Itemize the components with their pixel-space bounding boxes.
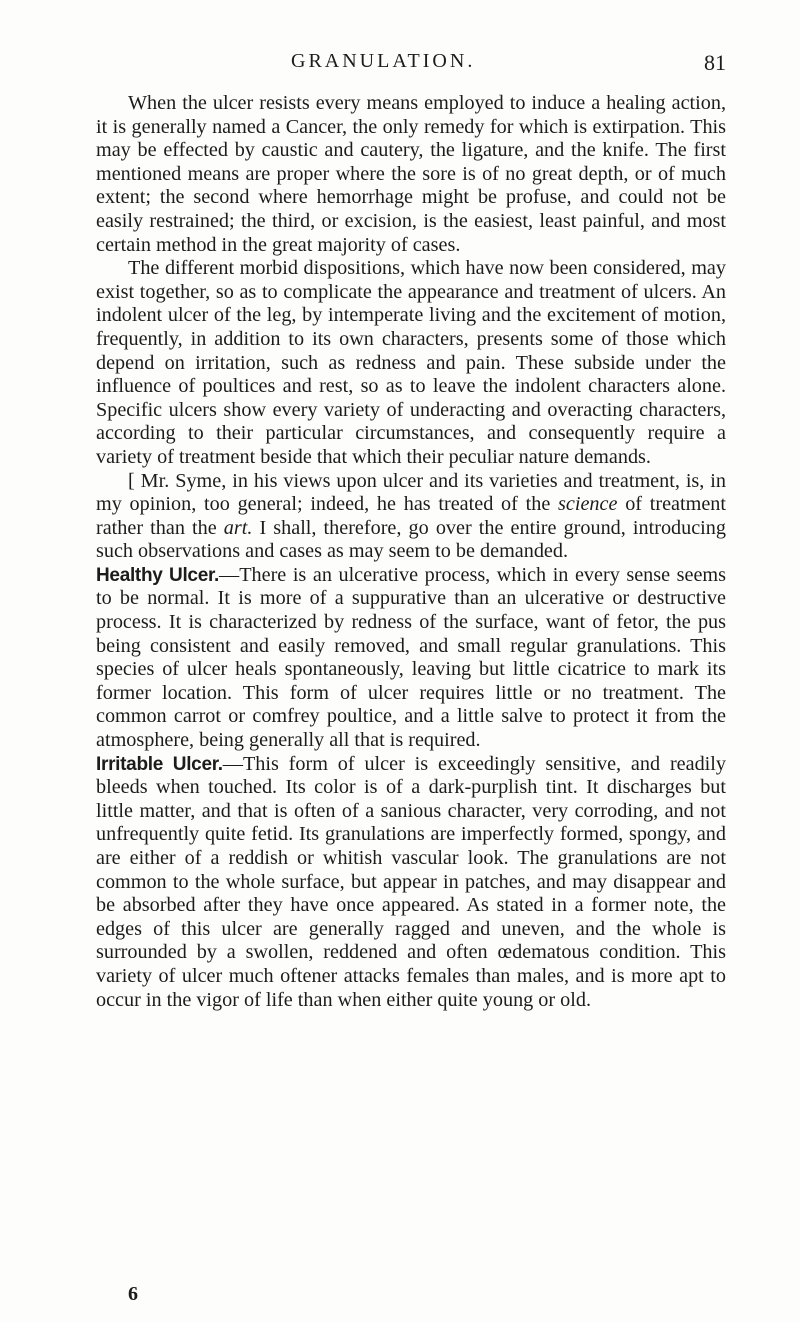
signature-mark: 6 [128,1283,138,1305]
page-header [96,50,726,80]
paragraph-cancer [96,92,726,257]
paragraph-morbid-dispositions [96,257,726,469]
paragraph-text: of treatment rather than the [96,493,726,539]
section-heading-irritable-ulcer: Irritable Ulcer. [96,753,223,775]
paragraph-irritable-ulcer [96,753,726,1013]
running-head: GRANULATION. [291,50,476,72]
paragraph-text: The different morbid dispositions, which have now been considered, may exist together, so as to complicate the appearance and treatment of ulcers. An indolent ulcer of the leg, by intemperate living and the excitement of motion, frequently, in addition to its own characters, presents some of those which depend on irritation, such as redness and pain. These subside under the influence of poultices and rest, so as to leave the indolent characters alone. Specific ulcers show every variety of underacting and overacting characters, according to their particular circumstances, and consequently require a variety of treatment beside that which their peculiar nature demands. [96,257,726,468]
paragraph-editor-note [96,470,726,564]
paragraph-text: —There is an ulcerative process, which in every sense seems to be normal. It is more of a suppurative than an ulcerative or destructive process. It is characterized by redness of the surface, want of fetor, the pus being consistent and easily removed, and small regular granulations. This species of ulcer heals spontaneously, leaving but little cicatrice to mark its former location. This form of ulcer requires little or no treatment. The common carrot or comfrey poultice, and a little salve to protect it from the atmosphere, being generally all that is required. [96,563,726,752]
paragraph-text: —This form of ulcer is exceedingly sensitive, and readily bleeds when touched. Its color is of a dark-purplish tint. It discharges but little matter, and that is often of a sanious character, very corroding, and not unfrequently quite fetid. Its granulations are imperfectly formed, spongy, and are either of a reddish or whitish vascular look. The granulations are not common to the whole surface, but appear in patches, and may disappear and be absorbed after they have once appeared. As stated in a former note, the edges of this ulcer are generally ragged and uneven, and the whole is surrounded by a swollen, reddened and often œdematous condition. This variety of ulcer much oftener attacks females than males, and is more apt to occur in the vigor of life than when either quite young or old. [96,752,726,1011]
page-number: 81 [704,50,726,75]
emphasis-science: science [558,493,618,516]
body-text [96,92,726,1012]
paragraph-text: When the ulcer resists every means employed to induce a healing action, it is generally named a Cancer, the only remedy for which is extirpation. This may be effected by caustic and cautery, the ligature, and the knife. The first mentioned means are proper where the sore is of no great depth, or of much extent; the second where hemorrhage might be profuse, and could not be easily restrained; the third, or excision, is the easiest, least painful, and most certain method in the great majority of cases. [96,92,726,256]
paragraph-text: I shall, therefore, go over the entire ground, introducing such observations and cases as may seem to be demanded. [96,516,726,563]
emphasis-art: art. [223,516,253,539]
section-heading-healthy-ulcer: Healthy Ulcer. [96,564,219,586]
paragraph-text: [ Mr. Syme, in his views upon ulcer and its varieties and treatment, is, in my opinion, too general; indeed, he has treated of the [96,469,726,516]
paragraph-healthy-ulcer [96,564,726,753]
